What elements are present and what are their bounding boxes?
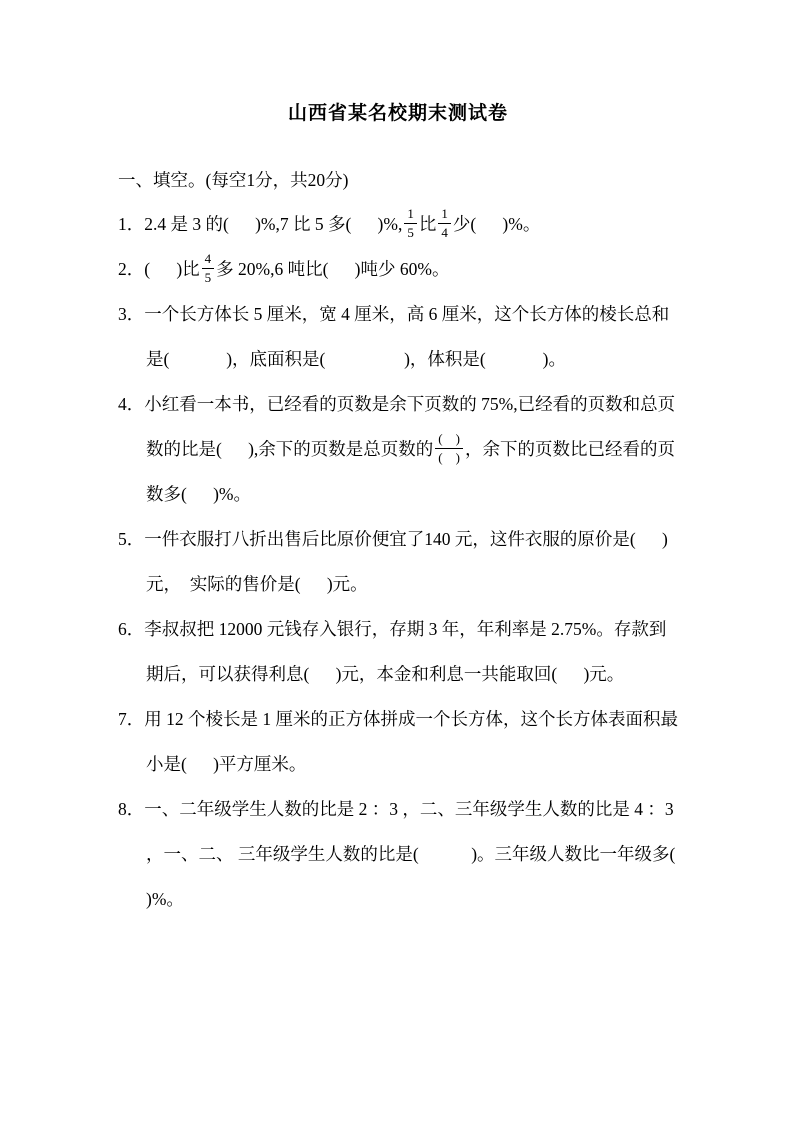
fraction-denominator: 5 (204, 270, 212, 286)
question-4-text: ，余下的页数比已经看的页数多( )%。 (146, 439, 675, 504)
question-7-text: 用 12 个棱长是 1 厘米的正方体拼成一个长方体，这个长方体表面积最小是( )平方厘米。 (144, 709, 678, 774)
question-6-text: 李叔叔把 12000 元钱存入银行，存期 3 年，年利率是 2.75%。存款到期后，可以获得利息( )元，本金和利息一共能取回( )元。 (144, 619, 667, 684)
question-6-number: 6． (118, 619, 145, 639)
question-1-text: 2.4 是 3 的( )%,7 比 5 多( )%, (144, 214, 403, 234)
section-heading-fill-in-blanks: 一、填空。(每空1分，共20分) (118, 170, 349, 190)
question-1-text: 比 (418, 214, 437, 234)
fraction-denominator: 4 (441, 225, 448, 241)
question-1-text: 少( )%。 (452, 214, 541, 234)
question-4-text: 小红看一本书，已经看的页数是余下页数的 75%,已经看的页数和总页数的比是( ),余下的页数是总页数的 (144, 394, 676, 459)
question-8-text: 一、二年级学生人数的比是 2 ：3 ，二、三年级学生人数的比是 4 ：3 ，一、二、 三年级学生人数的比是( )。三年级人数比一年级多( )%。 (144, 799, 702, 909)
question-4 (118, 382, 678, 517)
fraction-numerator: 1 (404, 206, 417, 224)
question-5-text: 一件衣服打八折出售后比原价便宜了140 元，这件衣服的原价是( )元， 实际的售价是( )元。 (144, 529, 668, 594)
fraction-numerator: 1 (438, 206, 451, 224)
question-1 (118, 202, 678, 247)
question-2-text: 多 20%,6 吨比( )吨少 60%。 (216, 259, 450, 279)
question-3-text: 一个长方体长 5 厘米，宽 4 厘米，高 6 厘米，这个长方体的棱长总和是( )，底面积是( )，体积是( )。 (144, 304, 670, 369)
question-3-number: 3． (118, 304, 145, 324)
question-2-number: 2． (118, 259, 145, 279)
question-2-text: ( )比 (144, 259, 200, 279)
question-5 (118, 517, 678, 607)
question-5-number: 5． (118, 529, 145, 549)
fraction-denominator: ( ) (438, 450, 460, 466)
question-4-number: 4． (118, 394, 145, 414)
question-7 (118, 697, 678, 787)
fraction-one-quarter (438, 206, 451, 242)
question-8 (118, 787, 702, 922)
question-8-number: 8． (118, 799, 145, 819)
question-7-number: 7． (118, 709, 145, 729)
question-3 (118, 292, 678, 382)
fraction-blank-over-blank (435, 431, 463, 467)
question-2 (118, 247, 678, 292)
paper-title: 山西省某名校期末测试卷 (287, 103, 508, 124)
fraction-numerator: 4 (202, 251, 215, 269)
fraction-numerator: ( ) (435, 431, 463, 449)
question-1-number: 1． (118, 214, 145, 234)
fraction-one-fifth (404, 206, 417, 242)
question-6 (118, 607, 678, 697)
fraction-four-fifths (202, 251, 215, 287)
fraction-denominator: 5 (407, 225, 414, 241)
